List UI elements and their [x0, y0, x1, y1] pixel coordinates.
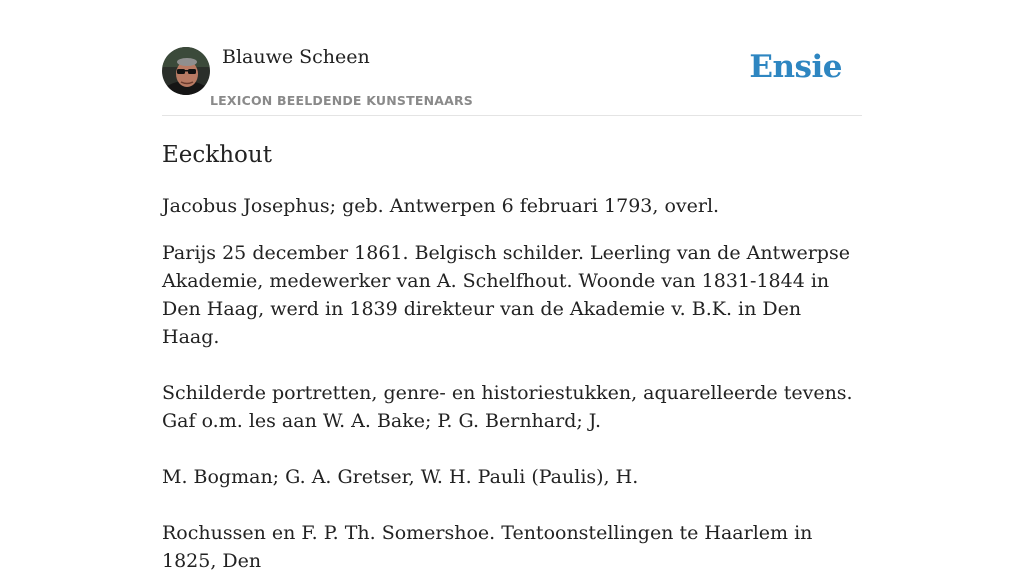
author-name[interactable]: Blauwe Scheen — [222, 46, 370, 68]
collection-label[interactable]: LEXICON BEELDENDE KUNSTENAARS — [210, 93, 474, 108]
article-paragraph: Rochussen en F. P. Th. Somershoe. Tentoonstellingen te Haarlem in 1825, Den — [162, 522, 813, 572]
article-content — [162, 138, 862, 575]
article-paragraph: M. Bogman; G. A. Gretser, W. H. Pauli (Paulis), H. — [162, 466, 639, 488]
author-avatar[interactable] — [162, 47, 210, 95]
article-paragraph: Jacobus Josephus; geb. Antwerpen 6 februari 1793, overl. — [162, 195, 720, 217]
article-paragraph: Schilderde portretten, genre- en historiestukken, aquarelleerde tevens. Gaf o.m. les aan W. A. Bake; P. G. Bernhard; J. — [162, 382, 853, 432]
article-paragraph: Parijs 25 december 1861. Belgisch schilder. Leerling van de Antwerpse Akademie, medewerker van A. Schelfhout. Woonde van 1831-1844 in Den Haag, werd in 1839 direkteur van de Akademie v. B.K. in Den Haag. — [162, 242, 850, 348]
article-title: Eeckhout — [162, 142, 272, 168]
brand-logo[interactable]: Ensie — [749, 49, 842, 85]
article-header — [162, 0, 862, 116]
avatar-photo — [162, 47, 210, 95]
